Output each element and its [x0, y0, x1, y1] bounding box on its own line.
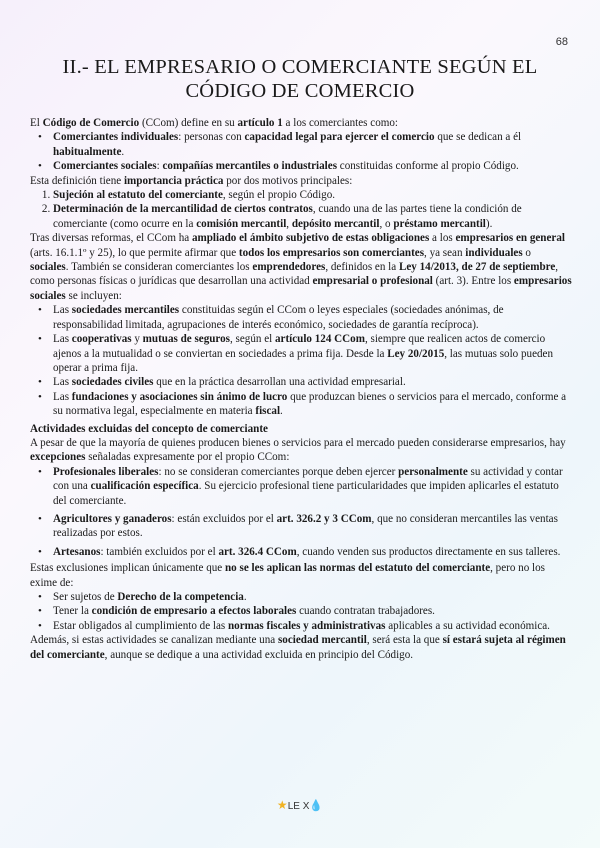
- text-run: : están excluidos por el: [171, 512, 277, 525]
- text-run: Las: [53, 390, 72, 403]
- text-run: Las: [53, 376, 72, 389]
- text-run: constituidas según el CCom o leyes especiales (sociedades anónimas, de responsabilidad limitada, agrupaciones de interés económico, sociedades de garantía recíproca).: [53, 304, 504, 331]
- text-run: Además, si estas actividades se canalizan mediante una: [30, 634, 278, 647]
- text-run: : también excluidos por el: [100, 545, 219, 558]
- text-run: , como personas físicas o jurídicas que desarrollan una actividad: [30, 261, 559, 288]
- blood-drop-icon: 💧: [309, 800, 324, 812]
- bold-text: Ley 20/2015: [387, 347, 445, 360]
- text-run: .: [121, 145, 125, 158]
- text-run: , siempre que realicen actos de comercio ajenos a la mutualidad o se conviertan en sociedades a prima fija. Desde la: [53, 333, 546, 360]
- bold-text: Comerciantes sociales: [53, 160, 157, 173]
- list-item: [53, 332, 572, 375]
- bold-text: condición de empresario a efectos laborales: [91, 605, 297, 618]
- list-merchant-types: [30, 130, 572, 173]
- bold-text: art. 326.2 y 3 CCom: [276, 512, 372, 525]
- bold-text: sociedad mercantil: [277, 634, 367, 647]
- text-run: , según el propio Código.: [222, 189, 336, 202]
- list-obligations: [30, 590, 572, 633]
- bold-text: personalmente: [398, 465, 468, 478]
- text-run: , o: [379, 217, 394, 230]
- bold-text: compañías mercantiles o industriales: [162, 160, 338, 173]
- text-run: o: [522, 246, 531, 259]
- bold-text: fiscal: [255, 405, 281, 418]
- text-run: Ser sujetos de: [53, 591, 118, 603]
- text-run: a los: [429, 232, 456, 245]
- paragraph-exclusions: [30, 561, 572, 590]
- list-item: [53, 619, 572, 633]
- text-run: ,: [286, 217, 292, 230]
- list-item: [53, 188, 572, 202]
- text-run: que se dedican a él: [434, 131, 522, 144]
- list-exceptions: [30, 465, 572, 559]
- bold-text: Agricultores y ganaderos: [53, 512, 172, 525]
- list-item: [53, 130, 572, 159]
- bold-text: artículo 1: [237, 117, 283, 129]
- list-item: [53, 375, 572, 389]
- list-item: [53, 590, 572, 604]
- text-run: que en la práctica desarrollan una actividad empresarial.: [153, 376, 406, 389]
- text-run: , definidos en la: [325, 261, 399, 274]
- paragraph-reforms: [30, 231, 572, 303]
- text-run: por dos motivos principales:: [223, 174, 353, 187]
- bold-text: normas fiscales y administrativas: [228, 619, 386, 632]
- bold-text: empresarios sociales: [30, 275, 572, 302]
- list-item: [53, 465, 572, 508]
- bold-text: individuales: [465, 246, 523, 259]
- bold-text: mutuas de seguros: [142, 333, 230, 346]
- bold-text: préstamo mercantil: [393, 217, 486, 230]
- bold-text: Artesanos: [53, 545, 101, 558]
- text-run: : no se consideran comerciantes porque deben ejercer: [158, 465, 399, 478]
- text-run: , ya sean: [424, 246, 466, 259]
- paragraph-conclusion: [30, 633, 572, 662]
- text-run: .: [243, 591, 247, 603]
- footer-logo: [0, 798, 600, 812]
- text-run: cuando contratan trabajadores.: [296, 605, 435, 618]
- text-run: . También se consideran comerciantes los: [65, 261, 253, 274]
- text-run: (CCom) define en su: [139, 117, 238, 129]
- bold-text: excepciones: [30, 451, 86, 464]
- bold-text: sí estará sujeta al régimen del comerciante: [30, 634, 566, 661]
- text-run: , que no consideran mercantiles las ventas realizadas por estos.: [53, 512, 558, 540]
- document-body: [30, 116, 572, 662]
- text-run: (art. 3). Entre los: [432, 275, 514, 288]
- text-run: Tras diversas reformas, el CCom ha: [30, 232, 192, 245]
- list-motives: [30, 188, 572, 231]
- list-item: [53, 202, 572, 231]
- list-item: [53, 545, 572, 559]
- bold-text: empresarios en general: [455, 232, 565, 245]
- text-run: , según el: [230, 333, 275, 346]
- text-run: Estas exclusiones implican únicamente que: [30, 562, 226, 575]
- footer-text: LE X: [287, 801, 310, 812]
- text-run: :: [156, 160, 163, 173]
- bold-text: no se les aplican las normas del estatuto del comerciante: [225, 562, 491, 575]
- bold-text: artículo 124 CCom: [274, 333, 365, 346]
- list-item: [53, 303, 572, 332]
- text-run: . Su ejercicio profesional tiene particularidades que impiden aplicarles el estatuto del comerciante.: [53, 480, 559, 507]
- bold-text: Determinación de la mercantilidad de ciertos contratos: [53, 203, 313, 216]
- bold-text: sociedades mercantiles: [71, 304, 180, 317]
- text-run: Esta definición tiene: [30, 174, 124, 187]
- bold-text: capacidad legal para ejercer el comercio: [244, 131, 435, 144]
- text-run: y: [131, 333, 143, 346]
- list-item: [53, 159, 572, 173]
- text-run: , cuando venden sus productos directamente en sus talleres.: [296, 545, 561, 558]
- page-number: 68: [555, 36, 568, 48]
- paragraph-importance: [30, 174, 572, 188]
- bold-text: Profesionales liberales: [53, 465, 159, 478]
- bold-text: comisión mercantil: [196, 217, 287, 230]
- text-run: (arts. 16.1.1º y 25), lo que permite afirmar que: [30, 246, 239, 259]
- text-run: , las mutuas solo pueden operar a prima fija.: [53, 347, 554, 374]
- list-social-entrepreneurs: [30, 303, 572, 418]
- bold-text: cualificación específica: [90, 480, 199, 493]
- bold-text: emprendedores: [252, 261, 326, 274]
- text-run: , aunque se dedique a una actividad excluida en principio del Código.: [104, 648, 414, 661]
- bold-text: sociales: [30, 261, 66, 274]
- text-run: , cuando una de las partes tiene la condición de comerciante (como ocurre en la: [53, 203, 522, 230]
- text-run: : personas con: [178, 131, 245, 144]
- list-item: [53, 604, 572, 618]
- bold-text: depósito mercantil: [291, 217, 380, 230]
- bold-text: Sujeción al estatuto del comerciante: [53, 189, 223, 202]
- text-run: Estar obligados al cumplimiento de las: [53, 619, 228, 632]
- text-run: ).: [485, 217, 493, 230]
- bold-text: Ley 14/2013, de 27 de septiembre: [398, 261, 556, 274]
- text-run: A pesar de que la mayoría de quienes producen bienes o servicios para el mercado pueden considerarse empresarios, hay: [30, 436, 566, 449]
- list-item: [53, 512, 572, 541]
- bold-text: Código de Comercio: [42, 117, 140, 129]
- bold-text: ampliado el ámbito subjetivo de estas obligaciones: [191, 232, 430, 245]
- text-run: que produzcan bienes o servicios para el mercado, conforme a su normativa legal, especialmente en materia: [53, 390, 567, 418]
- bold-text: todos los empresarios son comerciantes: [238, 246, 425, 259]
- paragraph-intro: [30, 116, 572, 130]
- heading-excluded-activities: Actividades excluidas del concepto de comerciante: [30, 422, 268, 435]
- bold-text: habitualmente: [53, 145, 122, 158]
- text-run: , pero no los exime de:: [30, 562, 545, 589]
- text-run: .: [280, 405, 283, 418]
- bold-text: importancia práctica: [123, 174, 224, 187]
- page-title: II.- EL EMPRESARIO O COMERCIANTE SEGÚN EL CÓDIGO DE COMERCIO: [62, 56, 538, 102]
- text-run: Tener la: [53, 605, 92, 618]
- text-run: Las: [53, 304, 72, 317]
- text-run: su actividad y contar con una: [53, 465, 563, 493]
- star-icon: ★: [276, 798, 288, 812]
- bold-text: art. 326.4 CCom: [218, 545, 297, 558]
- bold-text: sociedades civiles: [71, 376, 154, 389]
- text-run: El: [30, 117, 43, 129]
- list-item: [53, 390, 572, 419]
- text-run: constituidas conforme al propio Código.: [337, 160, 519, 173]
- bold-text: empresarial o profesional: [312, 275, 433, 288]
- bold-text: Comerciantes individuales: [53, 131, 179, 144]
- paragraph-exceptions: [30, 436, 572, 465]
- text-run: Las: [53, 333, 72, 346]
- text-run: , será esta la que: [366, 634, 443, 647]
- text-run: señaladas expresamente por el propio CCom:: [85, 451, 290, 464]
- text-run: a los comerciantes como:: [282, 117, 398, 129]
- bold-text: cooperativas: [71, 333, 132, 346]
- bold-text: Derecho de la competencia: [117, 591, 244, 603]
- text-run: aplicables a su actividad económica.: [385, 619, 550, 632]
- bold-text: fundaciones y asociaciones sin ánimo de lucro: [71, 390, 288, 403]
- text-run: se incluyen:: [65, 289, 122, 302]
